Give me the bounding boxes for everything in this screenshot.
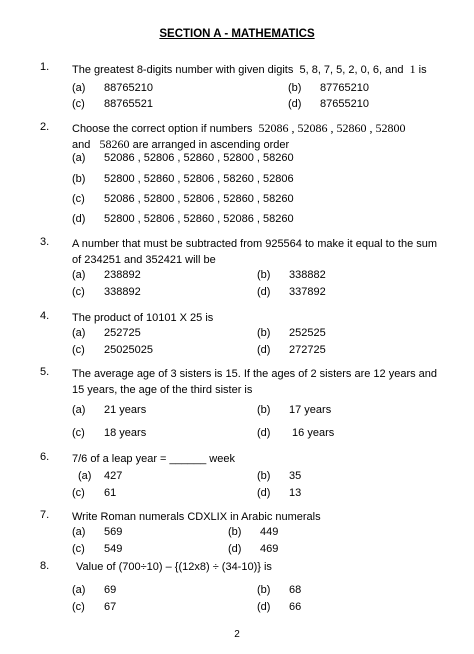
section-title: SECTION A - MATHEMATICS <box>159 28 315 40</box>
question-text-line2: 15 years, the age of the third sister is <box>72 384 253 396</box>
option-d[interactable]: (d) 337892 <box>257 286 326 298</box>
option-d[interactable]: (d) 469 <box>228 543 279 555</box>
option-a[interactable]: (a) 569 <box>72 526 123 538</box>
option-b[interactable]: (b) 87765210 <box>288 82 369 94</box>
option-d[interactable]: (d) 272725 <box>257 344 326 356</box>
question-number: 8. <box>40 560 50 572</box>
option-a[interactable]: (a) 252725 <box>72 327 141 339</box>
question-number: 7. <box>40 509 50 521</box>
option-b[interactable]: (b) 252525 <box>257 327 326 339</box>
option-c[interactable]: (c) 18 years <box>72 427 147 439</box>
question-text-line2: and 58260 are arranged in ascending order <box>72 137 290 151</box>
question-text: The product of 10101 X 25 is <box>72 312 214 324</box>
option-a[interactable]: (a) 238892 <box>72 269 141 281</box>
option-a[interactable]: (a) 69 <box>72 584 117 596</box>
option-c[interactable]: (c) 52086 , 52800 , 52806 , 52860 , 58260 <box>72 193 294 205</box>
question-number: 6. <box>40 451 50 463</box>
question-text: The average age of 3 sisters is 15. If the ages of 2 sisters are 12 years and <box>72 368 438 380</box>
option-b[interactable]: (b) 338882 <box>257 269 326 281</box>
option-b[interactable]: (b) 17 years <box>257 404 332 416</box>
option-c[interactable]: (c) 88765521 <box>72 98 153 110</box>
option-c[interactable]: (c) 549 <box>72 543 123 555</box>
option-c[interactable]: (c) 338892 <box>72 286 141 298</box>
question-number: 2. <box>40 121 50 133</box>
option-d[interactable]: (d) 16 years <box>257 427 335 439</box>
question-number: 4. <box>40 310 50 322</box>
question-text: Value of (700÷10) – {(12x8) ÷ (34-10)} is <box>76 561 272 573</box>
option-c[interactable]: (c) 61 <box>72 487 117 499</box>
option-a[interactable]: (a) 21 years <box>72 404 147 416</box>
option-c[interactable]: (c) 67 <box>72 601 117 613</box>
option-d[interactable]: (d) 87655210 <box>288 98 369 110</box>
question-text: Choose the correct option if numbers 52086 , 52086 , 52860 , 52800 <box>72 121 406 135</box>
question-text: Write Roman numerals CDXLIX in Arabic numerals <box>72 511 321 523</box>
question-text-line2: of 234251 and 352421 will be <box>72 254 216 266</box>
option-b[interactable]: (b) 35 <box>257 470 302 482</box>
page-number: 2 <box>234 629 240 640</box>
question-number: 3. <box>40 236 50 248</box>
option-b[interactable]: (b) 449 <box>228 526 279 538</box>
option-c[interactable]: (c) 25025025 <box>72 344 153 356</box>
option-a[interactable]: (a) 88765210 <box>72 82 153 94</box>
option-a[interactable]: (a) 52086 , 52806 , 52860 , 52800 , 58260 <box>72 152 294 164</box>
option-a[interactable]: (a) 427 <box>78 470 123 482</box>
question-text: A number that must be subtracted from 925564 to make it equal to the sum <box>72 238 438 250</box>
option-d[interactable]: (d) 13 <box>257 487 302 499</box>
question-number: 5. <box>40 366 50 378</box>
option-b[interactable]: (b) 52800 , 52860 , 52806 , 58260 , 52806 <box>72 173 294 185</box>
question-text: The greatest 8-digits number with given digits 5, 8, 7, 5, 2, 0, 6, and 1 is <box>72 62 427 76</box>
question-text: 7/6 of a leap year = ______ week <box>72 453 235 465</box>
option-d[interactable]: (d) 52800 , 52806 , 52860 , 52086 , 58260 <box>72 213 294 225</box>
option-b[interactable]: (b) 68 <box>257 584 302 596</box>
question-number: 1. <box>40 61 50 73</box>
option-d[interactable]: (d) 66 <box>257 601 302 613</box>
